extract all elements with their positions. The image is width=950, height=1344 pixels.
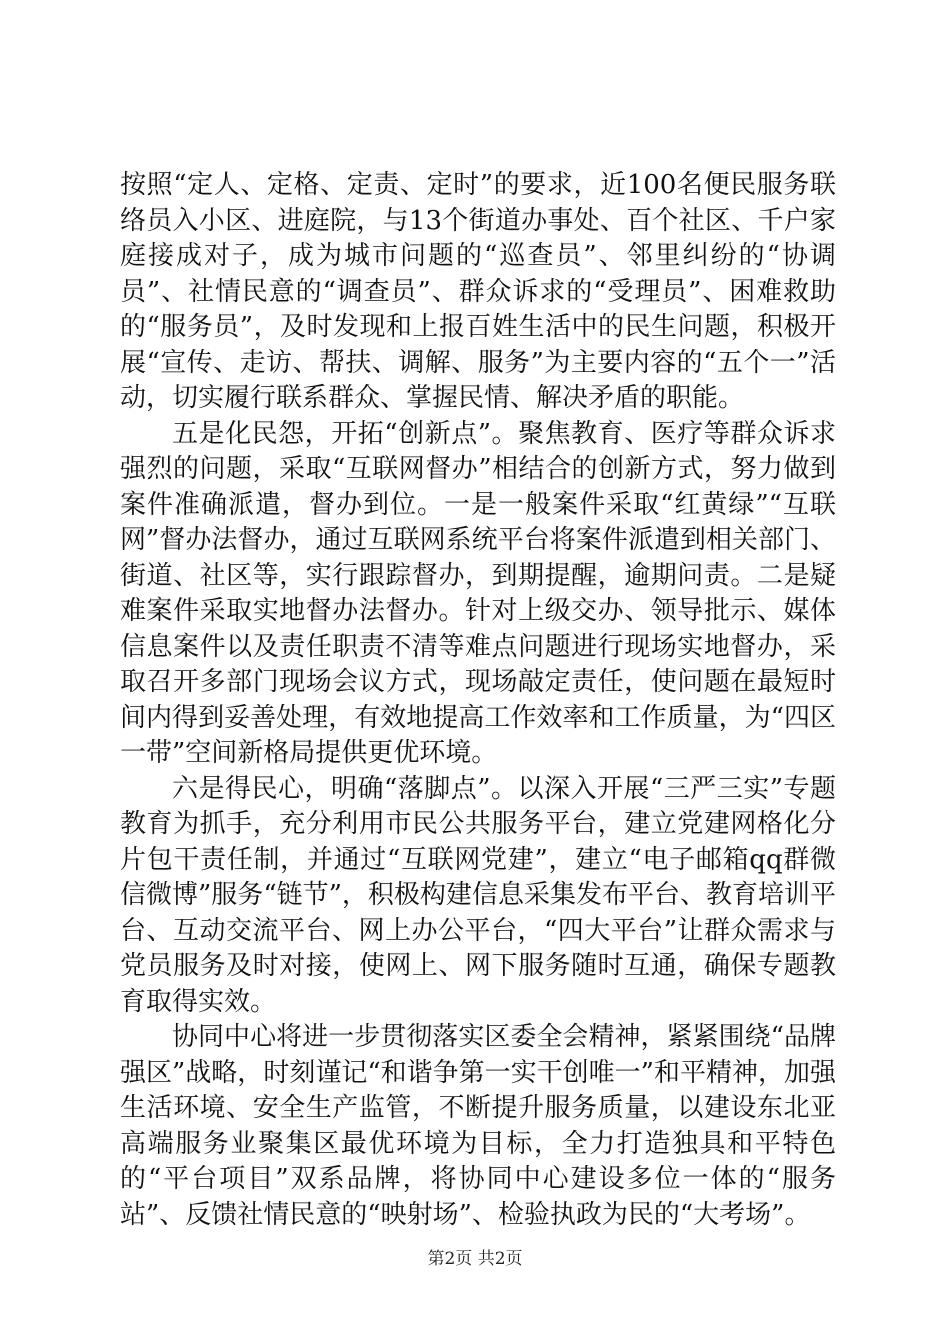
paragraph-point-six: 六是得民心，明确“落脚点”。以深入开展“三严三实”专题教育为抓手，充分利用市民公共服务平台，建立党建网格化分片包干责任制，并通过“互联网党建”，建立“电子邮箱qq群微信微博”服务“链节”，积极构建信息采集发布平台、教育培训平台、互动交流平台、网上办公平台，“四大平台”让群众需求与党员服务及时对接，使网上、网下服务随时互通，确保专题教育取得实效。 bbox=[120, 773, 836, 1017]
page-number-footer: 第2页 共2页 bbox=[427, 1249, 523, 1269]
paragraph-point-five: 五是化民怨，开拓“创新点”。聚焦教育、医疗等群众诉求强烈的问题，采取“互联网督办”相结合的创新方式，努力做到案件准确派遣，督办到位。一是一般案件采取“红黄绿”“互联网”督办法督办，通过互联网系统平台将案件派遣到相关部门、街道、社区等，实行跟踪督办，到期提醒，逾期问责。二是疑难案件采取实地督办法督办。针对上级交办、领导批示、媒体信息案件以及责任职责不清等难点问题进行现场实地督办，采取召开多部门现场会议方式，现场敲定责任，使问题在最短时间内得到妥善处理，有效地提高工作效率和工作质量，为“四区一带”空间新格局提供更优环境。 bbox=[120, 418, 836, 768]
paragraph-continuation: 按照“定人、定格、定责、定时”的要求，近100名便民服务联络员入小区、进庭院，与13个街道办事处、百个社区、千户家庭接成对子，成为城市问题的“巡查员”、邻里纠纷的“协调员”、社情民意的“调查员”、群众诉求的“受理员”、困难救助的“服务员”，及时发现和上报百姓生活中的民生问题，积极开展“宣传、走访、帮扶、调解、服务”为主要内容的“五个一”活动，切实履行联系群众、掌握民情、解决矛盾的职能。 bbox=[120, 170, 836, 413]
paragraph-conclusion: 协同中心将进一步贯彻落实区委全会精神，紧紧围绕“品牌强区”战略，时刻谨记“和谐争第一实干创唯一”和平精神，加强生活环境、安全生产监管，不断提升服务质量，以建设东北亚高端服务业聚集区最优环境为目标，全力打造独具和平特色的“平台项目”双系品牌，将协同中心建设多位一体的“服务站”、反馈社情民意的“映射场”、检验执政为民的“大考场”。 bbox=[120, 1022, 836, 1230]
document-body bbox=[120, 168, 836, 1233]
